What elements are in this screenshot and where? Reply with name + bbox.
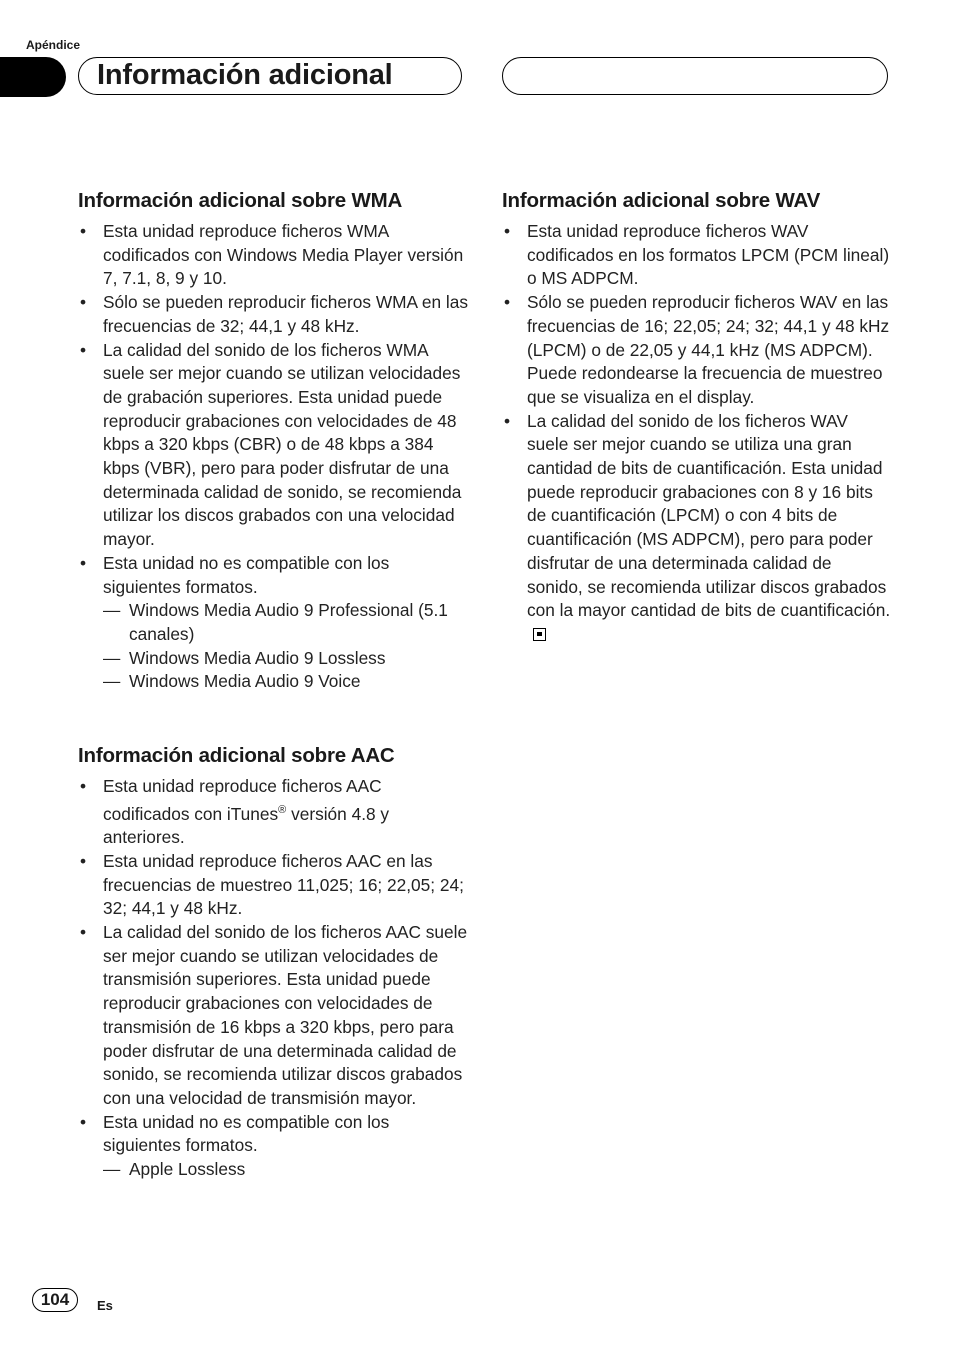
list-item-text: Esta unidad no es compatible con los siguientes formatos. — [103, 552, 390, 597]
sublist-item: — Windows Media Audio 9 Voice — [103, 670, 468, 694]
list-item — [78, 1111, 468, 1182]
appendix-label: Apéndice — [26, 38, 81, 52]
list-item — [78, 552, 468, 694]
wma-sublist — [103, 599, 468, 694]
list-item-text: La calidad del sonido de los ficheros WAV suele ser mejor cuando se utiliza una gran cantidad de bits de cuantificación. Esta unidad puede reproducir grabaciones con 8 y 16 bits de cuantificación (LPCM) o con 4 bits de cuantificación (MS ADPCM), pero para poder disfrutar de una determinada calidad de sonido, se recomienda utilizar discos grabados con la mayor cantidad de bits de cuantificación. — [527, 410, 891, 621]
list-item: • Esta unidad reproduce ficheros WMA codificados con Windows Media Player versión 7, 7.1, 8, 9 y 10. — [78, 220, 468, 291]
aac-list — [78, 775, 468, 1182]
list-item-text: versión 4.8 y anteriores. — [103, 803, 390, 848]
list-item — [78, 775, 468, 850]
page-title: Información adicional — [97, 59, 393, 91]
sublist-item: — Apple Lossless — [103, 1158, 468, 1182]
list-item-text: Esta unidad no es compatible con los siguientes formatos. — [103, 1111, 390, 1156]
section-heading-wma: Información adicional sobre WMA — [78, 189, 403, 212]
section-tab-marker — [0, 57, 66, 97]
list-item: • Esta unidad reproduce ficheros WAV codificados en los formatos LPCM (PCM lineal) o MS ADPCM. — [502, 220, 892, 291]
wav-list — [502, 220, 892, 647]
title-pill — [78, 57, 462, 95]
empty-title-pill — [502, 57, 888, 95]
page-number: 104 — [32, 1288, 78, 1312]
section-heading-aac: Información adicional sobre AAC — [78, 744, 395, 767]
wma-list — [78, 220, 468, 694]
list-item: • La calidad del sonido de los ficheros AAC suele ser mejor cuando se utilizan velocidades de transmisión superiores. Esta unidad puede reproducir grabaciones con velocidades de transmisión de 16 kbps a 320 kbps, pero para poder disfrutar de una determinada calidad de sonido, se recomienda utilizar discos grabados con una velocidad de transmisión mayor. — [78, 921, 468, 1111]
list-item: • Sólo se pueden reproducir ficheros WAV en las frecuencias de 16; 22,05; 24; 32; 44,1 y 48 kHz (LPCM) o de 22,05 y 44,1 kHz (MS ADPCM). Puede redondearse la frecuencia de muestreo que se visualiza en el display. — [502, 291, 892, 410]
section-aac — [78, 743, 468, 1182]
list-item: • Sólo se pueden reproducir ficheros WMA en las frecuencias de 32; 44,1 y 48 kHz. — [78, 291, 468, 338]
list-item: • Esta unidad reproduce ficheros AAC en las frecuencias de muestreo 11,025; 16; 22,05; 24; 32; 44,1 y 48 kHz. — [78, 850, 468, 921]
sublist-item: — Windows Media Audio 9 Lossless — [103, 647, 468, 671]
section-heading-wav: Información adicional sobre WAV — [502, 189, 821, 212]
section-wav — [502, 188, 892, 647]
section-wma — [78, 188, 468, 694]
language-code: Es — [97, 1298, 113, 1313]
list-item-text: Esta unidad reproduce ficheros AAC codificados con iTunes — [103, 776, 382, 824]
list-item — [502, 410, 892, 647]
aac-sublist — [103, 1158, 468, 1182]
sublist-item: — Windows Media Audio 9 Professional (5.1 canales) — [103, 599, 468, 646]
list-item: • La calidad del sonido de los ficheros WMA suele ser mejor cuando se utilizan velocidades de grabación superiores. Esta unidad puede reproducir grabaciones con velocidades de 48 kbps a 320 kbps (CBR) o de 48 kbps a 384 kbps (VBR), pero para poder disfrutar de una determinada calidad de sonido, se recomienda utilizar los discos grabados con una velocidad mayor. — [78, 339, 468, 552]
end-mark-icon — [533, 628, 546, 641]
registered-mark: ® — [278, 803, 287, 816]
